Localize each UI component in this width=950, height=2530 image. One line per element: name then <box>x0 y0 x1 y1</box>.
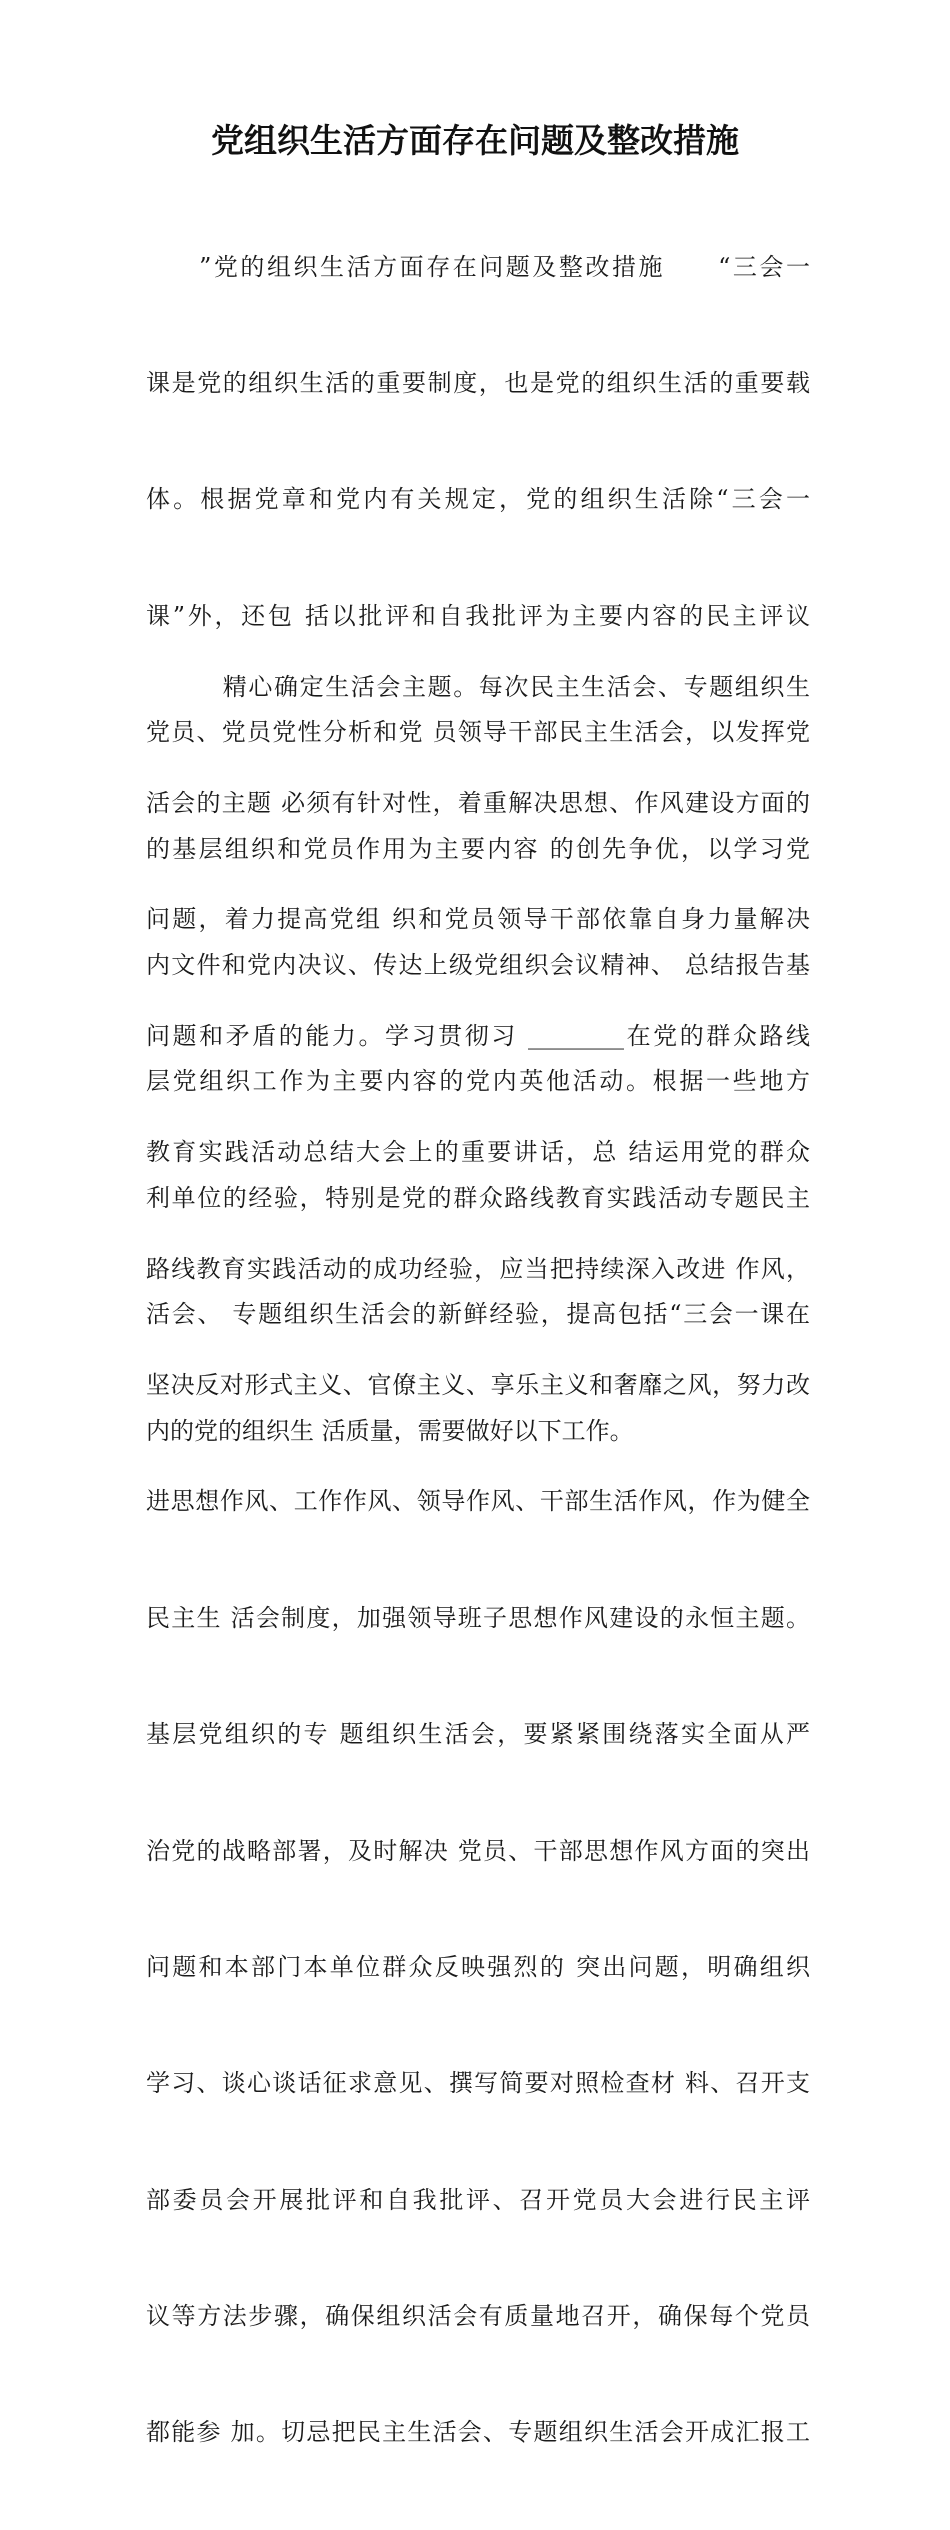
text-line: 民主生 活会制度，加强领导班子思想作风建设的永恒主题。 <box>146 1603 810 1632</box>
text-line: 课”外，还包 括以批评和自我批评为主要内容的民主评议 <box>146 601 810 630</box>
document-title: 党组织生活方面存在问题及整改措施 <box>211 121 739 160</box>
text-line: ”党的组织生活方面存在问题及整改措施 “三会一 <box>146 252 810 281</box>
text-line: 教育实践活动总结大会上的重要讲话，总 结运用党的群众 <box>146 1138 810 1167</box>
text-line: 坚决反对形式主义、官僚主义、享乐主义和奢靡之风，努力改 <box>146 1370 810 1399</box>
text-line: 都能参 加。切忌把民主生活会、专题组织生活会开成汇报工 <box>146 2418 810 2447</box>
text-line: 问题和本部门本单位群众反映强烈的 突出问题，明确组织 <box>146 1952 810 1981</box>
text-line: 活会、 专题组织生活会的新鲜经验，提高包括“三会一课在 <box>146 1300 810 1329</box>
text-line: 活会的主题 必须有针对性，着重解决思想、作风建设方面的 <box>146 788 810 817</box>
text-line: 治党的战略部署，及时解决 党员、干部思想作风方面的突出 <box>146 1836 810 1865</box>
text-line: 党员、党员党性分析和党 员领导干部民主生活会，以发挥党 <box>146 718 810 747</box>
text-line: 层党组织工作为主要内容的党内英他活动。根据一些地方 <box>146 1067 810 1096</box>
text-line: 部委员会开展批评和自我批评、召开党员大会进行民主评 <box>146 2185 810 2214</box>
text-line: 议等方法步骤，确保组织活会有质量地召开，确保每个党员 <box>146 2302 810 2331</box>
text-line: 内文件和党内决议、传达上级党组织会议精神、 总结报告基 <box>146 950 810 979</box>
text-line: 问题，着力提高党组 织和党员领导干部依靠自身力量解决 <box>146 905 810 934</box>
text-line: 体。根据党章和党内有关规定，党的组织生活除“三会一 <box>146 485 810 514</box>
text-line: 内的党的组织生 活质量，需要做好以下工作。 <box>146 1416 634 1445</box>
paragraph-theme <box>146 590 810 2530</box>
text-line: 进思想作风、工作作风、领导作风、干部生活作风，作为健全 <box>146 1487 810 1516</box>
text-line: 课是党的组织生活的重要制度，也是党的组织生活的重要载 <box>146 368 810 397</box>
text-line: 精心确定生活会主题。每次民主生活会、专题组织生 <box>146 672 810 701</box>
text-line: 问题和矛盾的能力。学习贯彻习 ________在党的群众路线 <box>146 1021 810 1050</box>
text-line: 的基层组织和党员作用为主要内容 的创先争优，以学习党 <box>146 834 810 863</box>
text-line: 学习、谈心谈话征求意见、撰写简要对照检查材 料、召开支 <box>146 2069 810 2098</box>
text-line: 路线教育实践活动的成功经验，应当把持续深入改进 作风， <box>146 1254 810 1283</box>
text-line: 利单位的经验，特别是党的群众路线教育实践活动专题民主 <box>146 1183 810 1212</box>
text-line: 基层党组织的专 题组织生活会，要紧紧围绕落实全面从严 <box>146 1720 810 1749</box>
